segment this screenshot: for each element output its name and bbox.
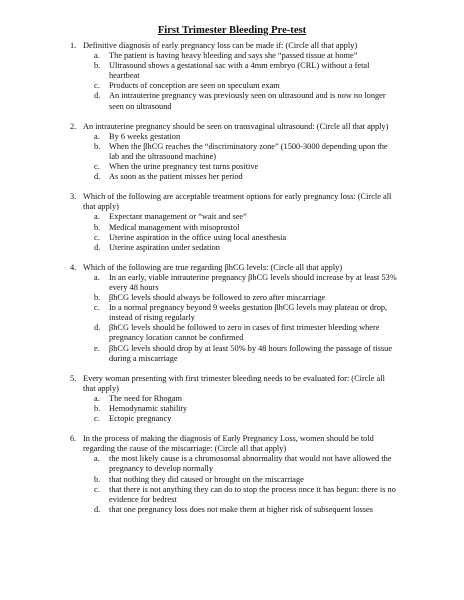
option-letter: a. <box>94 393 100 403</box>
option-text: An intrauterine pregnancy was previously seen on ultrasound and is now no longer seen on ultrasound <box>109 91 386 111</box>
answer-option-list <box>0 454 464 515</box>
question-text: Which of the following are true regarding βhCG levels: (Circle all that apply) <box>83 262 343 272</box>
option-text: When the βhCG reaches the “discriminatory zone” (1500-3000 depending upon the lab and the ultrasound machine) <box>109 141 388 161</box>
answer-option-list <box>0 394 464 424</box>
answer-option <box>0 61 464 81</box>
answer-option <box>0 212 464 222</box>
question-number: 6. <box>70 434 77 444</box>
option-text: βhCG levels should drop by at least 50% by 48 hours following the passage of tissue during a miscarriage <box>109 343 393 363</box>
question-item <box>0 41 464 112</box>
question-item <box>0 192 464 253</box>
option-text: Products of conception are seen on speculum exam <box>109 81 280 91</box>
option-text: Medical management with misoprostol <box>109 222 240 232</box>
question-text: Definitive diagnosis of early pregnancy loss can be made if: (Circle all that apply) <box>83 41 358 50</box>
question-number: 4. <box>70 262 77 272</box>
answer-option <box>0 51 464 61</box>
option-text: In a normal pregnancy beyond 9 weeks gestation βhCG levels may plateau or drop, instead of rising regularly <box>109 303 388 323</box>
answer-option <box>0 162 464 172</box>
option-text: Ectopic pregnancy <box>109 414 172 424</box>
option-text: βhCG levels should be followed to zero in cases of first trimester bleeding where pregnancy location cannot be confirmed <box>109 323 380 343</box>
answer-option <box>0 344 464 364</box>
answer-option <box>0 475 464 485</box>
option-text: The patient is having heavy bleeding and says she “passed tissue at home” <box>109 51 358 61</box>
option-letter: b. <box>94 474 101 484</box>
option-text: the most likely cause is a chromosomal abnormality that would not have allowed the pregnancy to develop normally <box>109 454 392 474</box>
option-letter: d. <box>94 323 101 333</box>
option-letter: a. <box>94 212 100 222</box>
page-title: First Trimester Bleeding Pre-test <box>157 25 307 36</box>
question-number: 5. <box>70 373 77 383</box>
option-text: βhCG levels should always be followed to zero after miscarriage <box>109 293 326 303</box>
question-text: Which of the following are acceptable treatment options for early pregnancy loss: (Circle all that apply) <box>83 192 392 212</box>
answer-option <box>0 394 464 404</box>
option-letter: b. <box>94 61 101 71</box>
option-letter: b. <box>94 293 101 303</box>
answer-option-list <box>0 212 464 252</box>
option-letter: b. <box>94 222 101 232</box>
option-letter: c. <box>94 303 100 313</box>
option-text: that nothing they did caused or brought on the miscarriage <box>109 474 304 484</box>
option-text: When the urine pregnancy test turns positive <box>109 162 259 172</box>
answer-option-list <box>0 132 464 182</box>
option-letter: c. <box>94 232 100 242</box>
answer-option <box>0 485 464 505</box>
option-text: Ultrasound shows a gestational sac with a 4mm embryo (CRL) without a fetal heartbeat <box>109 61 370 81</box>
question-item <box>0 122 464 183</box>
answer-option <box>0 132 464 142</box>
question-item <box>0 263 464 364</box>
option-letter: a. <box>94 51 100 61</box>
answer-option <box>0 223 464 233</box>
answer-option <box>0 293 464 303</box>
answer-option-list <box>0 273 464 364</box>
option-text: By 6 weeks gestation <box>109 131 181 141</box>
option-letter: d. <box>94 91 101 101</box>
answer-option <box>0 505 464 515</box>
option-letter: a. <box>94 131 100 141</box>
answer-option <box>0 172 464 182</box>
answer-option <box>0 142 464 162</box>
question-number: 1. <box>70 41 77 50</box>
question-number: 3. <box>70 192 77 202</box>
option-letter: c. <box>94 414 100 424</box>
option-letter: d. <box>94 242 101 252</box>
question-text: In the process of making the diagnosis of Early Pregnancy Loss, women should be told regarding the cause of the miscarriage: (Circle all that apply) <box>83 434 374 454</box>
question-number: 2. <box>70 121 77 131</box>
option-letter: b. <box>94 404 101 413</box>
option-text: Uterine aspiration in the office using local anesthesia <box>109 232 287 242</box>
option-letter: a. <box>94 272 100 282</box>
answer-option <box>0 91 464 111</box>
option-text: that one pregnancy loss does not make them at higher risk of subsequent losses <box>109 504 373 514</box>
option-letter: b. <box>94 141 101 151</box>
option-text: that there is not anything they can do to stop the process once it has begun: there is no evidence for bedrest <box>109 484 396 504</box>
answer-option <box>0 233 464 243</box>
question-list <box>0 41 464 525</box>
question-text: An intrauterine pregnancy should be seen on transvaginal ultrasound: (Circle all that apply) <box>83 121 389 131</box>
answer-option <box>0 323 464 343</box>
answer-option <box>0 454 464 474</box>
answer-option <box>0 404 464 414</box>
option-letter: c. <box>94 81 100 91</box>
option-text: Hemodynamic stability <box>109 404 188 413</box>
answer-option <box>0 243 464 253</box>
answer-option <box>0 273 464 293</box>
option-letter: a. <box>94 454 100 464</box>
option-letter: d. <box>94 504 101 514</box>
option-text: As soon as the patient misses her period <box>109 172 243 182</box>
question-text: Every woman presenting with first trimester bleeding needs to be evaluated for: (Circle all that apply) <box>83 373 385 393</box>
option-letter: c. <box>94 484 100 494</box>
answer-option <box>0 414 464 424</box>
answer-option-list <box>0 51 464 112</box>
option-text: Uterine aspiration under sedation <box>109 242 220 252</box>
option-text: Expectant management or “wait and see” <box>109 212 247 222</box>
question-item <box>0 434 464 515</box>
option-text: The need for Rhogam <box>109 393 182 403</box>
answer-option <box>0 81 464 91</box>
option-text: In an early, viable intrauterine pregnancy βhCG levels should increase by at least 53% every 48 hours <box>109 272 397 292</box>
question-item <box>0 374 464 424</box>
option-letter: c. <box>94 162 100 172</box>
option-letter: d. <box>94 172 101 182</box>
answer-option <box>0 303 464 323</box>
option-letter: e. <box>94 343 100 353</box>
